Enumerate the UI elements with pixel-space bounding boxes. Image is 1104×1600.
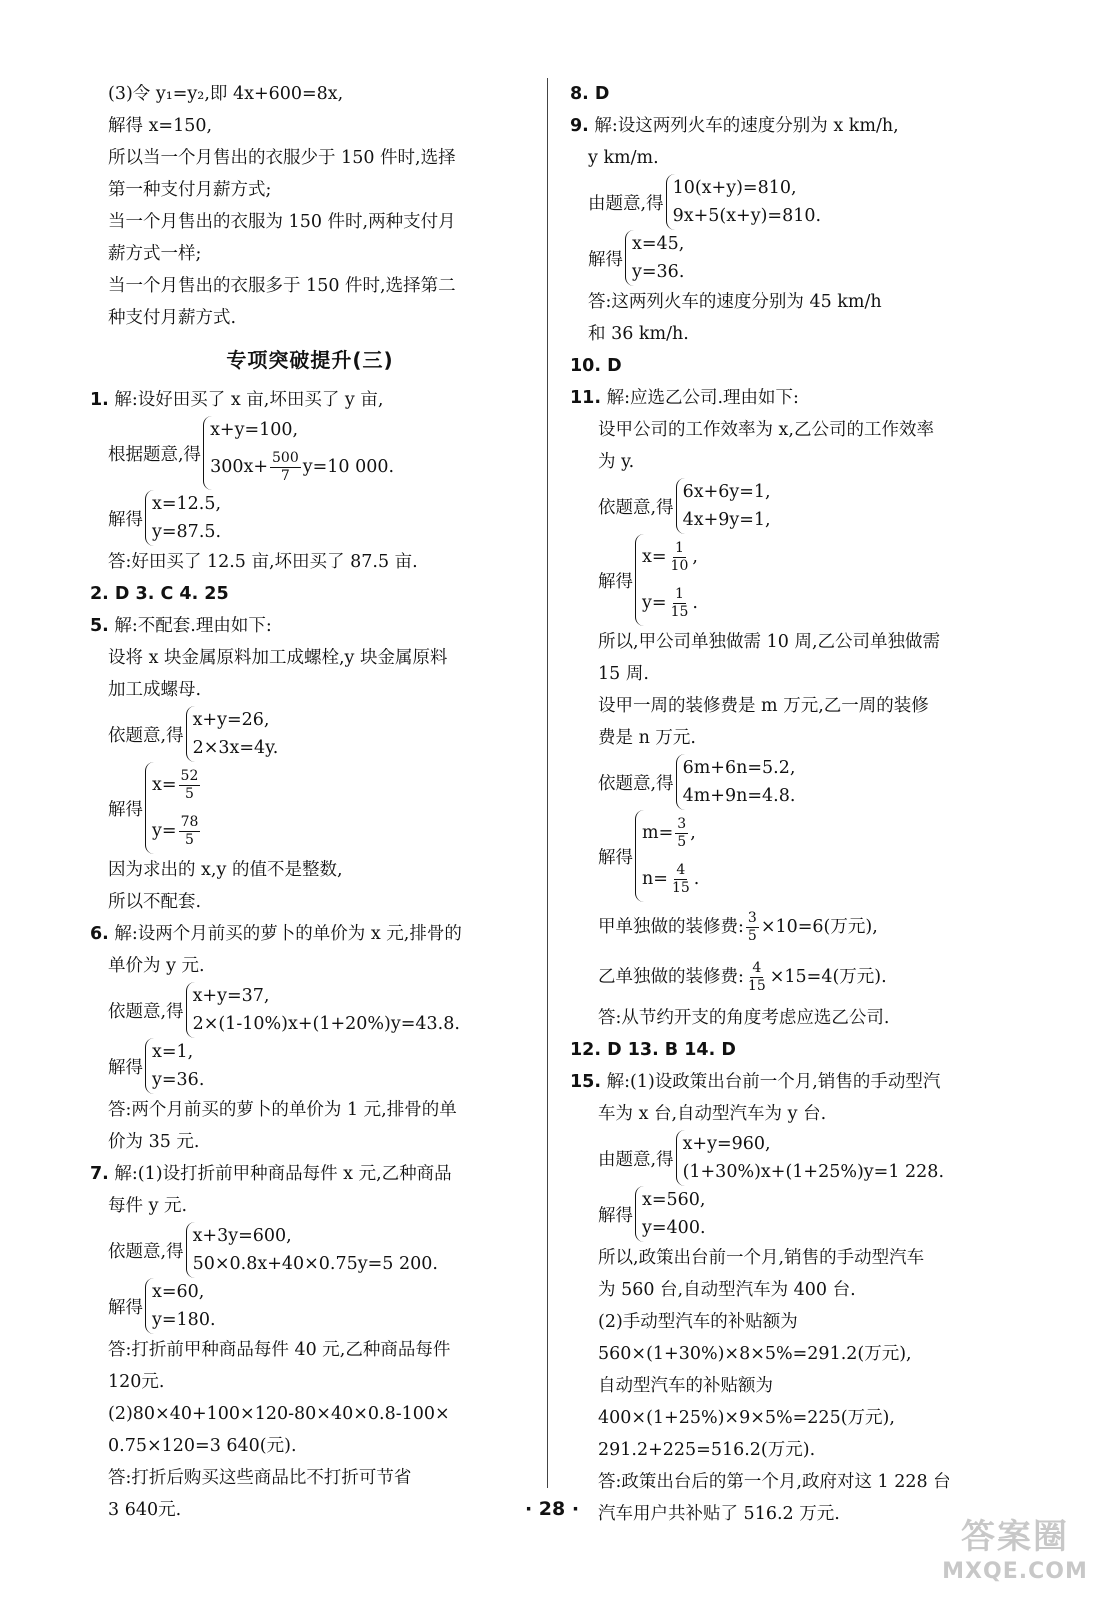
numerator: 1 — [675, 539, 684, 556]
equation: x=1, — [152, 1042, 194, 1062]
answer-line: 答:政策出台后的第一个月,政府对这 1 228 台 — [598, 1472, 951, 1492]
question-5 — [90, 610, 530, 642]
equation-part: , — [692, 547, 698, 567]
brace-icon — [186, 706, 279, 762]
short-answers: 12. D 13. B 14. D — [570, 1040, 736, 1060]
text-line: 所以,甲公司单独做需 10 周,乙公司单独做需 — [598, 632, 941, 652]
answer-line: 3 640元. — [108, 1500, 182, 1520]
equation-part: ×15=4(万元). — [769, 967, 887, 987]
text-line: 解得 x=150, — [108, 116, 213, 136]
solution-system — [570, 534, 1020, 626]
solution-system — [570, 230, 1020, 286]
text-line: 自动型汽车的补贴额为 — [598, 1376, 773, 1396]
text-line: 为 y. — [598, 452, 635, 472]
question-number: 5. — [90, 616, 109, 636]
equation-part: 300x+ — [210, 457, 268, 477]
question-number: 1. — [90, 390, 109, 410]
numerator: 78 — [180, 813, 199, 830]
equation: 6x+6y=1, — [682, 482, 771, 502]
equation-part: , — [690, 823, 696, 843]
solution-system — [90, 762, 530, 854]
brace-icon — [676, 1130, 944, 1186]
brace-icon — [186, 1222, 438, 1278]
equation-part: 乙单独做的装修费: — [598, 967, 744, 987]
equation: y=400. — [642, 1218, 706, 1238]
equation — [152, 808, 202, 854]
question-11 — [570, 382, 1020, 414]
answer-line: 答:两个月前买的萝卜的单价为 1 元,排骨的单 — [108, 1100, 457, 1120]
question-15 — [570, 1066, 1020, 1098]
equation — [152, 762, 202, 808]
equation: 9x+5(x+y)=810. — [672, 206, 822, 226]
watermark-logo — [940, 1516, 1090, 1592]
watermark-url: MXQE.COM — [942, 1559, 1088, 1584]
fraction — [746, 960, 768, 995]
text-line: 薪方式一样; — [108, 244, 202, 264]
equation: x=45, — [632, 234, 685, 254]
solution-system — [90, 1038, 530, 1094]
question-text: 解:(1)设打折前甲种商品每件 x 元,乙种商品 — [114, 1164, 452, 1184]
watermark-text: 答案圈 — [961, 1517, 1069, 1557]
short-answer: 8. D — [570, 84, 610, 104]
question-text: 解:设这两列火车的速度分别为 x km/h, — [594, 116, 899, 136]
solution-system — [90, 490, 530, 546]
text-line: 每件 y 元. — [108, 1196, 188, 1216]
text-line: 所以不配套. — [108, 892, 202, 912]
answer-line: 答:从节约开支的角度考虑应选乙公司. — [598, 1008, 890, 1028]
system-lead: 根据题意,得 — [108, 444, 202, 465]
equation-part: y= — [152, 821, 177, 841]
text-line: 所以,政策出台前一个月,销售的手动型汽车 — [598, 1248, 925, 1268]
question-7 — [90, 1158, 530, 1190]
brace-icon — [145, 1278, 216, 1334]
question-text: 解:设两个月前买的萝卜的单价为 x 元,排骨的 — [114, 924, 462, 944]
equation: y=36. — [632, 262, 685, 282]
equation: 2×3x=4y. — [192, 738, 279, 758]
cost-line — [570, 952, 1020, 1002]
fraction — [670, 862, 692, 897]
numerator: 1 — [675, 585, 684, 602]
text-line: 400×(1+25%)×9×5%=225(万元), — [598, 1408, 895, 1428]
section-heading: 专项突破提升(三) — [226, 348, 394, 372]
text-line: 为 560 台,自动型汽车为 400 台. — [598, 1280, 856, 1300]
denominator: 5 — [677, 833, 687, 850]
fraction — [179, 768, 201, 803]
brace-icon — [145, 490, 221, 546]
solution-system — [570, 1186, 1020, 1242]
page-number: · 28 · — [524, 1498, 580, 1520]
question-6 — [90, 918, 530, 950]
fraction — [179, 814, 201, 849]
text-line: 560×(1+30%)×8×5%=291.2(万元), — [598, 1344, 912, 1364]
question-text: 解:(1)设政策出台前一个月,销售的手动型汽 — [606, 1072, 941, 1092]
equation-part: n= — [642, 869, 668, 889]
text-line: 加工成螺母. — [108, 680, 202, 700]
equation-system — [570, 174, 1020, 230]
question-number: 15. — [570, 1072, 602, 1092]
text-line: 费是 n 万元. — [598, 728, 696, 748]
system-lead: 依题意,得 — [108, 1241, 184, 1262]
equation — [642, 856, 699, 902]
equation-part: 甲单独做的装修费: — [598, 917, 744, 937]
answer-line: 答:打折前甲种商品每件 40 元,乙种商品每件 — [108, 1340, 451, 1360]
answer-line: 答:打折后购买这些商品比不打折可节省 — [108, 1468, 412, 1488]
system-lead: 解得 — [588, 249, 623, 270]
equation: x=560, — [642, 1190, 706, 1210]
text-line: y km/m. — [588, 148, 659, 168]
fraction — [270, 450, 301, 485]
equation — [210, 444, 394, 490]
answer-line: 答:这两列火车的速度分别为 45 km/h — [588, 292, 882, 312]
denominator: 10 — [670, 557, 689, 574]
brace-icon — [625, 230, 684, 286]
brace-icon — [203, 416, 394, 490]
text-line: (2)手动型汽车的补贴额为 — [598, 1312, 798, 1332]
text-line: 第一种支付月薪方式; — [108, 180, 272, 200]
equation: y=87.5. — [152, 522, 222, 542]
equation: 4m+9n=4.8. — [682, 786, 796, 806]
system-lead: 解得 — [108, 799, 143, 820]
system-lead: 由题意,得 — [588, 193, 664, 214]
question-number: 9. — [570, 116, 589, 136]
denominator: 5 — [747, 927, 757, 944]
equation-system — [570, 754, 1020, 810]
equation-system — [90, 416, 530, 490]
equation: x=60, — [152, 1282, 205, 1302]
system-lead: 解得 — [108, 509, 143, 530]
question-number: 7. — [90, 1164, 109, 1184]
denominator: 5 — [185, 785, 194, 802]
equation-system — [90, 982, 530, 1038]
question-text: 解:应选乙公司.理由如下: — [606, 388, 799, 408]
answer-line: 和 36 km/h. — [588, 324, 689, 344]
question-9 — [570, 110, 1020, 142]
answer-line: 120元. — [108, 1372, 165, 1392]
equation: x+3y=600, — [192, 1226, 292, 1246]
brace-icon — [635, 534, 698, 626]
equation: 6m+6n=5.2, — [682, 758, 796, 778]
answer-line: 价为 35 元. — [108, 1132, 200, 1152]
brace-icon — [145, 762, 202, 854]
numerator: 4 — [752, 959, 762, 976]
text-line: 因为求出的 x,y 的值不是整数, — [108, 860, 343, 880]
answer-line: 答:好田买了 12.5 亩,坏田买了 87.5 亩. — [108, 552, 418, 572]
text-line: 车为 x 台,自动型汽车为 y 台. — [598, 1104, 827, 1124]
system-lead: 依题意,得 — [108, 1001, 184, 1022]
numerator: 52 — [180, 767, 199, 784]
equation-part: . — [692, 593, 698, 613]
denominator: 7 — [280, 467, 290, 484]
answer-line: 汽车用户共补贴了 516.2 万元. — [598, 1504, 840, 1524]
question-number: 11. — [570, 388, 602, 408]
column-divider — [547, 78, 548, 1488]
equation: x+y=100, — [210, 420, 299, 440]
system-lead: 解得 — [598, 847, 633, 868]
equation-system — [570, 478, 1020, 534]
equation: y=36. — [152, 1070, 205, 1090]
solution-system — [570, 810, 1020, 902]
question-text: 解:不配套.理由如下: — [114, 616, 272, 636]
brace-icon — [186, 982, 460, 1038]
system-lead: 解得 — [108, 1057, 143, 1078]
equation: (1+30%)x+(1+25%)y=1 228. — [682, 1162, 945, 1182]
system-lead: 解得 — [598, 571, 633, 592]
equation: 10(x+y)=810, — [672, 178, 797, 198]
brace-icon — [635, 810, 699, 902]
numerator: 4 — [676, 861, 686, 878]
text-line: (2)80×40+100×120-80×40×0.8-100× — [108, 1404, 450, 1424]
equation: x=12.5, — [152, 494, 222, 514]
text-line: 291.2+225=516.2(万元). — [598, 1440, 816, 1460]
right-column — [570, 78, 1020, 1530]
numerator: 3 — [677, 815, 687, 832]
fraction — [669, 540, 691, 575]
equation — [642, 810, 699, 856]
equation: 50×0.8x+40×0.75y=5 200. — [192, 1254, 438, 1274]
equation-system — [90, 706, 530, 762]
question-text: 解:设好田买了 x 亩,坏田买了 y 亩, — [114, 390, 384, 410]
numerator: 3 — [747, 909, 757, 926]
equation-system — [90, 1222, 530, 1278]
text-line: (3)令 y₁=y₂,即 4x+600=8x, — [108, 84, 344, 104]
equation-part: ×10=6(万元), — [760, 917, 878, 937]
equation: x+y=26, — [192, 710, 270, 730]
equation: 4x+9y=1, — [682, 510, 771, 530]
text-line: 0.75×120=3 640(元). — [108, 1436, 297, 1456]
equation: x+y=960, — [682, 1134, 771, 1154]
solution-system — [90, 1278, 530, 1334]
equation — [642, 580, 698, 626]
text-line: 设甲一周的装修费是 m 万元,乙一周的装修 — [598, 696, 929, 716]
short-answer: 10. D — [570, 356, 622, 376]
short-answers: 2. D 3. C 4. 25 — [90, 584, 229, 604]
brace-icon — [666, 174, 822, 230]
brace-icon — [145, 1038, 204, 1094]
denominator: 15 — [747, 977, 766, 994]
system-lead: 依题意,得 — [598, 497, 674, 518]
equation-part: m= — [642, 823, 674, 843]
equation-part: y= — [642, 593, 667, 613]
equation-part: x= — [152, 775, 177, 795]
cost-line — [570, 902, 1020, 952]
fraction — [669, 586, 691, 621]
fraction — [675, 816, 688, 851]
equation: x+y=37, — [192, 986, 270, 1006]
text-line: 种支付月薪方式. — [108, 308, 237, 328]
text-line: 设甲公司的工作效率为 x,乙公司的工作效率 — [598, 420, 934, 440]
text-line: 单价为 y 元. — [108, 956, 205, 976]
equation — [642, 534, 698, 580]
text-line: 15 周. — [598, 664, 649, 684]
denominator: 15 — [670, 603, 689, 620]
denominator: 5 — [185, 831, 194, 848]
system-lead: 解得 — [598, 1205, 633, 1226]
text-line: 所以当一个月售出的衣服少于 150 件时,选择 — [108, 148, 456, 168]
numerator: 500 — [272, 449, 299, 466]
equation-part: . — [693, 869, 700, 889]
question-1 — [90, 384, 530, 416]
equation: 2×(1-10%)x+(1+20%)y=43.8. — [192, 1014, 460, 1034]
equation: y=180. — [152, 1310, 216, 1330]
system-lead: 依题意,得 — [108, 725, 184, 746]
equation-part: x= — [642, 547, 667, 567]
fraction — [746, 910, 759, 945]
system-lead: 依题意,得 — [598, 773, 674, 794]
denominator: 15 — [671, 879, 690, 896]
brace-icon — [676, 478, 771, 534]
left-column — [90, 78, 530, 1526]
system-lead: 由题意,得 — [598, 1149, 674, 1170]
text-line: 设将 x 块金属原料加工成螺栓,y 块金属原料 — [108, 648, 448, 668]
equation-part: y=10 000. — [302, 457, 395, 477]
text-line: 当一个月售出的衣服多于 150 件时,选择第二 — [108, 276, 456, 296]
system-lead: 解得 — [108, 1297, 143, 1318]
equation-system — [570, 1130, 1020, 1186]
brace-icon — [635, 1186, 706, 1242]
question-number: 6. — [90, 924, 109, 944]
brace-icon — [676, 754, 796, 810]
text-line: 当一个月售出的衣服为 150 件时,两种支付月 — [108, 212, 456, 232]
